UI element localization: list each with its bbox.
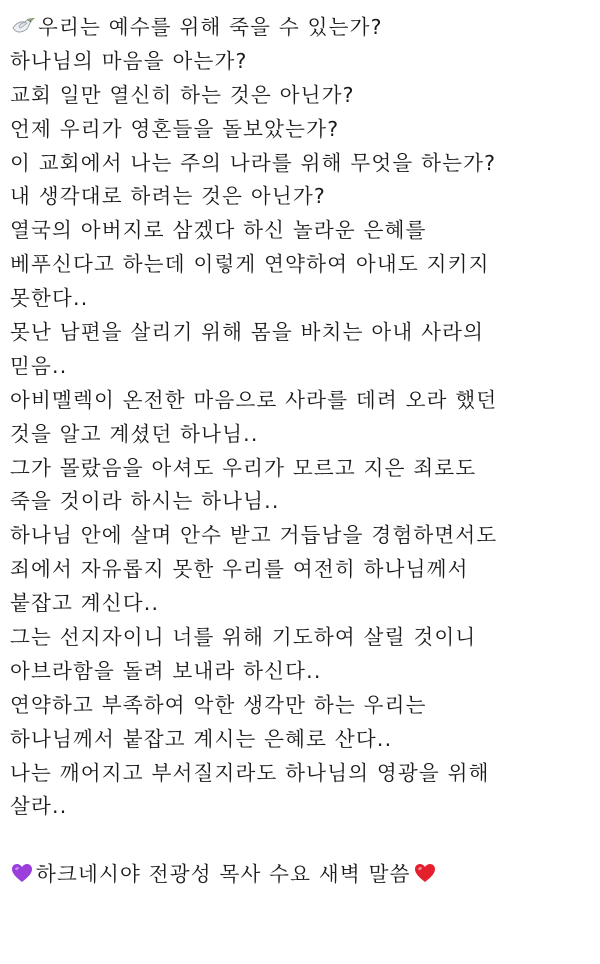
text-line-21: 연약하고 부족하여 악한 생각만 하는 우리는 — [10, 692, 427, 717]
text-line-7: 열국의 아버지로 삼겠다 하신 놀라운 은혜를 — [10, 218, 427, 243]
signature-text: 하크네시야 전광성 목사 수요 새벽 말씀 — [36, 862, 411, 887]
blank-line — [10, 824, 590, 858]
text-line-12: 아비멜렉이 온전한 마음으로 사라를 데려 오라 했던 — [10, 387, 498, 412]
text-line-1 — [10, 11, 590, 45]
text-line-24: 살라.. — [10, 794, 68, 819]
text-line-5: 이 교회에서 나는 주의 나라를 위해 무엇을 하는가? — [10, 150, 497, 175]
text-line-16: 하나님 안에 살며 안수 받고 거듭남을 경험하면서도 — [10, 523, 498, 548]
text-line-6: 내 생각대로 하려는 것은 아닌가? — [10, 184, 326, 209]
dove-icon — [10, 14, 36, 38]
text-line-10: 못난 남편을 살리기 위해 몸을 바치는 아내 사라의 — [10, 320, 485, 345]
text-line-18: 붙잡고 계신다.. — [10, 591, 160, 616]
signature-line — [10, 858, 590, 892]
line-text: 우리는 예수를 위해 죽을 수 있는가? — [38, 15, 383, 39]
text-line-3: 교회 일만 열신히 하는 것은 아닌가? — [10, 82, 355, 107]
text-line-11: 믿음.. — [10, 353, 68, 378]
text-line-23: 나는 깨어지고 부서질지라도 하나님의 영광을 위해 — [10, 760, 490, 785]
text-line-19: 그는 선지자이니 너를 위해 기도하여 살릴 것이니 — [10, 625, 477, 650]
text-line-2: 하나님의 마음을 아는가? — [10, 48, 248, 73]
text-line-22: 하나님께서 붙잡고 계시는 은혜로 산다.. — [10, 726, 393, 751]
text-line-15: 죽을 것이라 하시는 하나님.. — [10, 489, 280, 514]
text-line-14: 그가 몰랐음을 아셔도 우리가 모르고 지은 죄로도 — [10, 455, 477, 480]
red-heart-icon — [413, 861, 437, 885]
text-line-9: 못한다.. — [10, 286, 89, 311]
text-line-17: 죄에서 자유롭지 못한 우리를 여전히 하나님께서 — [10, 557, 469, 582]
text-line-13: 것을 알고 계셨던 하나님.. — [10, 421, 259, 446]
text-line-8: 베푸신다고 하는데 이렇게 연약하여 아내도 지키지 — [10, 252, 490, 277]
text-line-20: 아브라함을 돌려 보내라 하신다.. — [10, 658, 322, 683]
purple-heart-icon — [10, 861, 34, 885]
text-line-4: 언제 우리가 영혼들을 돌보았는가? — [10, 116, 340, 141]
